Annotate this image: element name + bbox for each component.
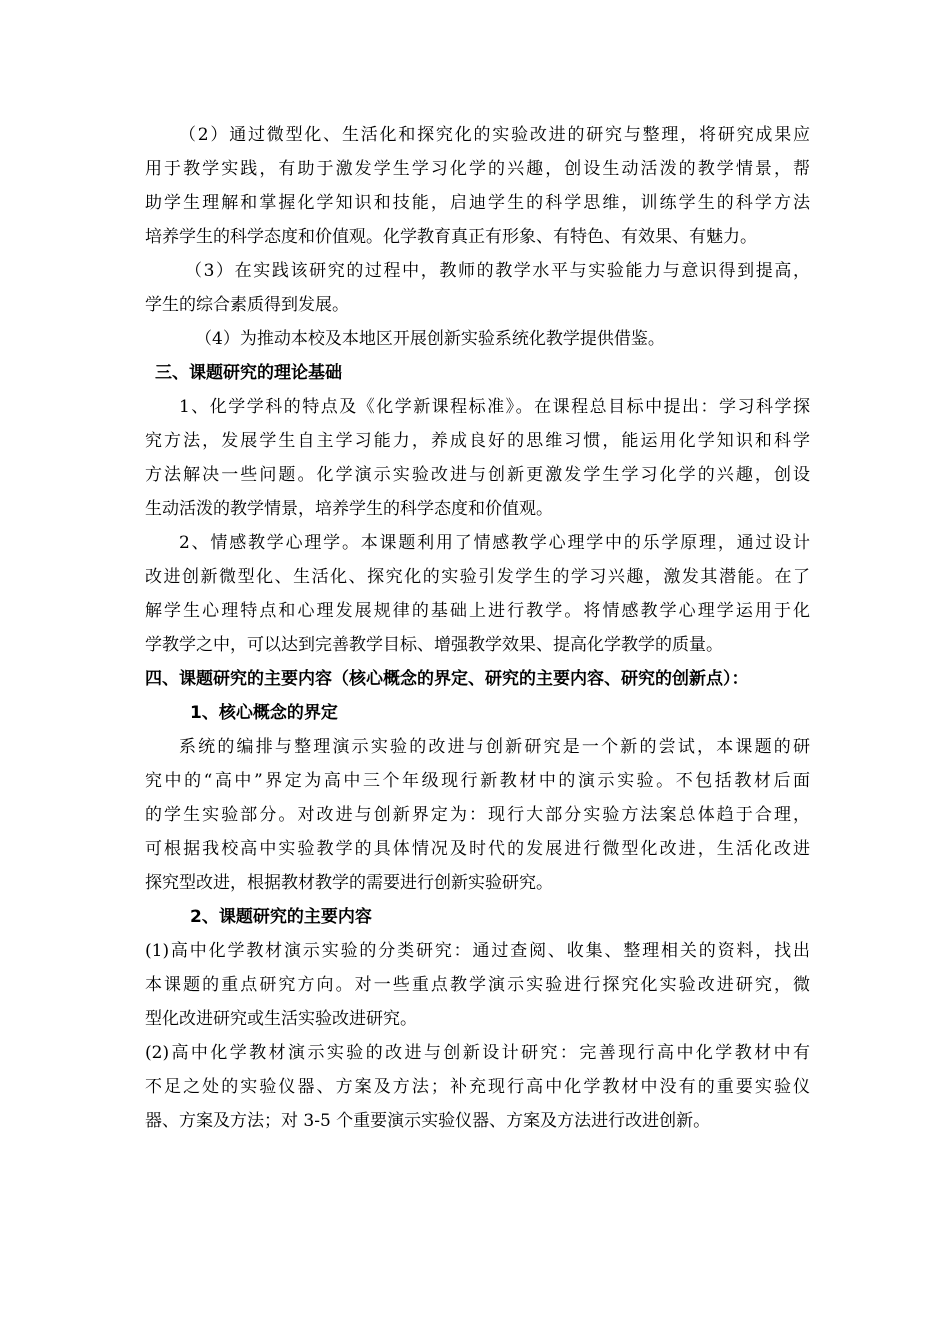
- section-heading-content: 四、课题研究的主要内容（核心概念的界定、研究的主要内容、研究的创新点）：: [145, 669, 749, 689]
- text-line: 本课题的重点研究方向。对一些重点教学演示实验进行探究化实验改进研究，微: [145, 975, 810, 995]
- paragraph-core-concept: [145, 730, 810, 900]
- paragraph-objective-2: [145, 118, 810, 254]
- paragraph-content-1: [145, 934, 810, 1036]
- text-line: （2）通过微型化、生活化和探究化的实验改进的研究与整理，将研究成果应: [179, 125, 810, 145]
- text-line: (1)高中化学教材演示实验的分类研究：通过查阅、收集、整理相关的资料，找出: [145, 941, 810, 961]
- text-line: 生动活泼的教学情景，培养学生的科学态度和价值观。: [145, 499, 553, 519]
- subheading-core-concept: 1、核心概念的界定: [190, 703, 338, 723]
- text-line: 学生的综合素质得到发展。: [145, 295, 349, 315]
- text-line: 型化改进研究或生活实验改进研究。: [145, 1009, 417, 1029]
- text-line: 究中的“高中”界定为高中三个年级现行新教材中的演示实验。不包括教材后面: [145, 771, 810, 791]
- text-line: 不足之处的实验仪器、方案及方法；补充现行高中化学教材中没有的重要实验仪: [145, 1077, 810, 1097]
- section-heading-theory: 三、课题研究的理论基础: [155, 363, 342, 383]
- text-line: 方法解决一些问题。化学演示实验改进与创新更激发学生学习化学的兴趣，创设: [145, 465, 810, 485]
- text-line: 系统的编排与整理演示实验的改进与创新研究是一个新的尝试，本课题的研: [179, 737, 810, 757]
- text-line: 的学生实验部分。对改进与创新界定为：现行大部分实验方法案总体趋于合理，: [145, 805, 810, 825]
- paragraph-objective-4: [145, 322, 810, 356]
- document-page: [145, 118, 810, 1138]
- text-line: 助学生理解和掌握化学知识和技能，启迪学生的科学思维，训练学生的科学方法: [145, 193, 810, 213]
- text-line: 用于教学实践，有助于激发学生学习化学的兴趣，创设生动活泼的教学情景，帮: [145, 159, 810, 179]
- text-line: 改进创新微型化、生活化、探究化的实验引发学生的学习兴趣，激发其潜能。在了: [145, 567, 810, 587]
- paragraph-theory-2: [145, 526, 810, 662]
- text-line: 解学生心理特点和心理发展规律的基础上进行教学。将情感教学心理学运用于化: [145, 601, 810, 621]
- text-line: （4）为推动本校及本地区开展创新实验系统化教学提供借鉴。: [195, 329, 665, 349]
- text-line: 究方法，发展学生自主学习能力，养成良好的思维习惯，能运用化学知识和科学: [145, 431, 810, 451]
- text-line: (2)高中化学教材演示实验的改进与创新设计研究：完善现行高中化学教材中有: [145, 1043, 810, 1063]
- paragraph-objective-3: [145, 254, 810, 322]
- text-line: 1、化学学科的特点及《化学新课程标准》。在课程总目标中提出：学习科学探: [179, 397, 810, 417]
- subheading-main-content: 2、课题研究的主要内容: [190, 907, 372, 927]
- text-line: 器、方案及方法；对 3-5 个重要演示实验仪器、方案及方法进行改进创新。: [145, 1111, 711, 1131]
- text-line: 培养学生的科学态度和价值观。化学教育真正有形象、有特色、有效果、有魅力。: [145, 227, 757, 247]
- text-line: （3）在实践该研究的过程中，教师的教学水平与实验能力与意识得到提高，: [185, 261, 810, 281]
- paragraph-theory-1: [145, 390, 810, 526]
- text-line: 探究型改进，根据教材教学的需要进行创新实验研究。: [145, 873, 553, 893]
- paragraph-content-2: [145, 1036, 810, 1138]
- text-line: 2、情感教学心理学。本课题利用了情感教学心理学中的乐学原理，通过设计: [179, 533, 810, 553]
- text-line: 学教学之中，可以达到完善教学目标、增强教学效果、提高化学教学的质量。: [145, 635, 723, 655]
- text-line: 可根据我校高中实验教学的具体情况及时代的发展进行微型化改进，生活化改进: [145, 839, 810, 859]
